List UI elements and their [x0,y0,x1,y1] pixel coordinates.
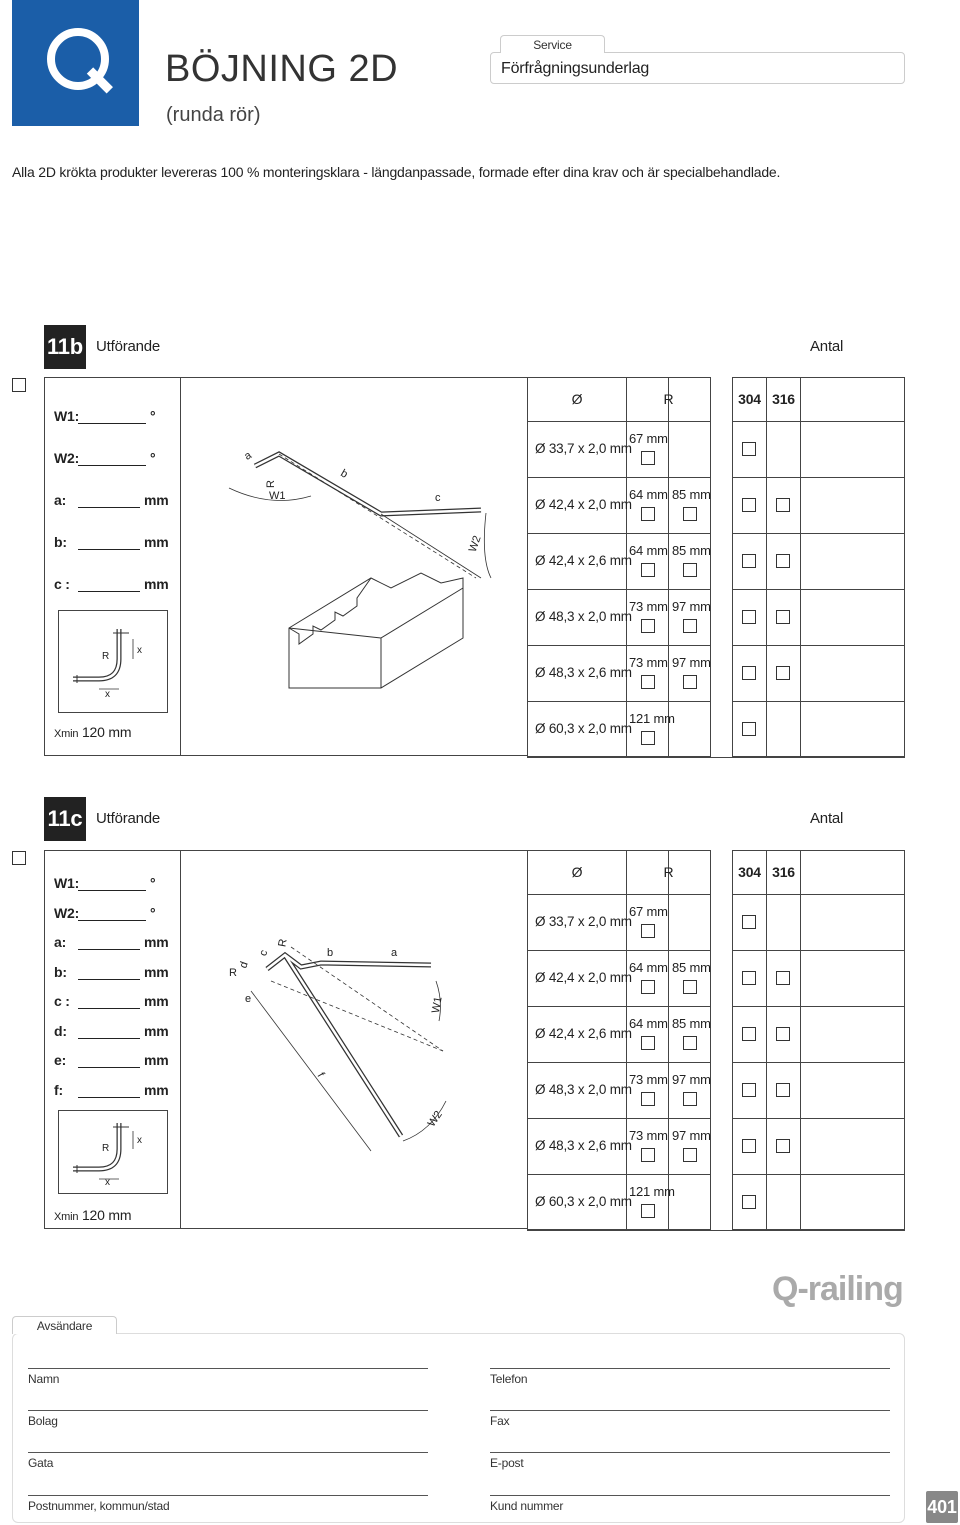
sender-field-label: Telefon [490,1372,528,1386]
grade-304-checkbox[interactable] [742,722,756,736]
field-input[interactable] [78,1084,140,1098]
grade-316-checkbox[interactable] [776,1139,790,1153]
xmin-11c: Xmin 120 mm [54,1207,132,1223]
sender-input-line[interactable] [28,1495,428,1496]
grade-304-checkbox[interactable] [742,1139,756,1153]
field-input[interactable] [78,452,146,466]
field-row: W1: ° [54,875,156,891]
field-input[interactable] [78,578,140,592]
dimension-cell: Ø 48,3 x 2,0 mm [535,609,632,624]
radius-checkbox-2[interactable] [683,675,697,689]
radius-option-1: 64 mm [629,1016,668,1031]
sender-field-label: Postnummer, kommun/stad [28,1499,170,1513]
dimension-cell: Ø 60,3 x 2,0 mm [535,721,632,736]
bend-drawing-11c: R d c R b a e f W1 W2 [180,850,528,1229]
radius-option-1: 121 mm [629,711,675,726]
dimension-cell: Ø 33,7 x 2,0 mm [535,441,632,456]
field-input[interactable] [78,966,140,980]
radius-option-1: 73 mm [629,1128,668,1143]
sender-input-line[interactable] [490,1368,890,1369]
section-label-11b: Utförande [96,338,161,355]
grade-304-checkbox[interactable] [742,1083,756,1097]
grade-316-checkbox[interactable] [776,1083,790,1097]
radius-checkbox-1[interactable] [641,731,655,745]
field-input[interactable] [78,877,146,891]
sender-field-label: Fax [490,1414,510,1428]
sender-input-line[interactable] [490,1495,890,1496]
fields-panel-11c [44,850,181,1229]
grade-304-checkbox[interactable] [742,554,756,568]
service-field-value: Förfrågningsunderlag [501,60,650,77]
field-row: c : mm [54,993,169,1009]
radius-checkbox-2[interactable] [683,619,697,633]
radius-option-1: 73 mm [629,655,668,670]
grade-304-checkbox[interactable] [742,1027,756,1041]
radius-checkbox-1[interactable] [641,1204,655,1218]
dimension-cell: Ø 42,4 x 2,6 mm [535,553,632,568]
field-row: a: mm [54,934,169,950]
dimension-cell: Ø 42,4 x 2,6 mm [535,1026,632,1041]
radius-option-2: 85 mm [672,960,711,975]
header-radius: R [663,391,674,407]
header-304: 304 [738,864,761,880]
sender-input-line[interactable] [490,1452,890,1453]
q-logo-block [12,0,139,126]
sender-field-label: Gata [28,1456,54,1470]
field-row: W2: ° [54,904,156,921]
header-diameter: Ø [571,864,583,880]
section-label-11c: Utförande [96,810,161,827]
radius-option-2: 85 mm [672,1016,711,1031]
q-railing-logo: Q-railing [772,1270,903,1308]
radius-checkbox-1[interactable] [641,1036,655,1050]
radius-checkbox-1[interactable] [641,675,655,689]
radius-option-2: 85 mm [672,487,711,502]
sender-field-label: Namn [28,1372,60,1386]
section-checkbox-11b[interactable] [12,378,26,392]
grade-304-checkbox[interactable] [742,666,756,680]
field-row: b: mm [54,963,169,980]
pipe-bend-diagram-11b: R x x [58,610,168,713]
sender-input-line[interactable] [28,1368,428,1369]
field-input[interactable] [78,536,140,550]
header-316: 316 [772,864,795,880]
grade-304-checkbox[interactable] [742,610,756,624]
field-row: e: mm [54,1052,169,1068]
bend-drawing-11b: a R b c W1 W2 [180,377,528,756]
page-subtitle: (runda rör) [166,104,261,126]
antal-label-11b: Antal [810,338,844,355]
radius-checkbox-2[interactable] [683,1036,697,1050]
dimension-cell: Ø 48,3 x 2,6 mm [535,1138,632,1153]
field-row: f: mm [54,1081,169,1098]
dimension-cell: Ø 48,3 x 2,6 mm [535,665,632,680]
radius-option-2: 97 mm [672,655,711,670]
radius-checkbox-2[interactable] [683,1092,697,1106]
field-input[interactable] [78,494,140,508]
radius-option-1: 67 mm [629,904,668,919]
radius-checkbox-2[interactable] [683,507,697,521]
grade-304-checkbox[interactable] [742,971,756,985]
radius-checkbox-1[interactable] [641,1092,655,1106]
grade-316-checkbox[interactable] [776,971,790,985]
service-field[interactable] [490,52,905,84]
sender-input-line[interactable] [28,1410,428,1411]
header-diameter: Ø [571,391,583,407]
dimension-cell: Ø 60,3 x 2,0 mm [535,1194,632,1209]
dimension-cell: Ø 42,4 x 2,0 mm [535,970,632,985]
intro-text: Alla 2D krökta produkter levereras 100 % monteringsklara - längdanpassade, formade efter dina krav och är specialbehandlade. [12,164,781,180]
grade-316-checkbox[interactable] [776,666,790,680]
radius-option-2: 97 mm [672,1128,711,1143]
field-input[interactable] [78,1054,140,1068]
dimension-cell: Ø 33,7 x 2,0 mm [535,914,632,929]
field-row: c : mm [54,576,169,592]
dimension-cell: Ø 42,4 x 2,0 mm [535,497,632,512]
radius-option-2: 97 mm [672,599,711,614]
pipe-bend-diagram-11c: R x x [58,1110,168,1194]
grade-304-checkbox[interactable] [742,498,756,512]
field-input[interactable] [78,410,146,424]
section-checkbox-11c[interactable] [12,851,26,865]
radius-option-1: 67 mm [629,431,668,446]
fields-panel-11b [44,377,181,756]
field-input[interactable] [78,907,146,921]
radius-option-1: 64 mm [629,543,668,558]
radius-checkbox-1[interactable] [641,563,655,577]
grade-316-checkbox[interactable] [776,610,790,624]
page-title: BÖJNING 2D [165,48,399,90]
field-row: W2: ° [54,450,156,466]
header-radius: R [663,864,674,880]
page-number: 401 [926,1491,958,1523]
grade-304-checkbox[interactable] [742,442,756,456]
antal-label-11c: Antal [810,810,844,827]
radius-option-2: 97 mm [672,1072,711,1087]
sender-tab: Avsändare [12,1316,117,1334]
grade-316-checkbox[interactable] [776,1027,790,1041]
xmin-11b: Xmin 120 mm [54,724,132,740]
radius-checkbox-2[interactable] [683,980,697,994]
field-row: a: mm [54,492,169,508]
radius-checkbox-1[interactable] [641,1148,655,1162]
grade-316-checkbox[interactable] [776,554,790,568]
radius-option-2: 85 mm [672,543,711,558]
radius-checkbox-2[interactable] [683,563,697,577]
antal-column [800,377,905,757]
sender-field-label: Bolag [28,1414,58,1428]
sender-input-line[interactable] [490,1410,890,1411]
radius-checkbox-1[interactable] [641,924,655,938]
field-row: d: mm [54,1022,169,1039]
grade-304-checkbox[interactable] [742,1195,756,1209]
sender-field-label: Kund nummer [490,1499,564,1513]
service-tab: Service [500,35,605,53]
antal-column [800,850,905,1230]
radius-checkbox-2[interactable] [683,1148,697,1162]
field-input[interactable] [78,1025,140,1039]
field-input[interactable] [78,995,140,1009]
field-row: W1: ° [54,408,156,424]
sender-field-label: E-post [490,1456,524,1470]
section-badge-11b: 11b [44,325,86,369]
grade-304-checkbox[interactable] [742,915,756,929]
radius-checkbox-1[interactable] [641,451,655,465]
radius-checkbox-1[interactable] [641,507,655,521]
sender-input-line[interactable] [28,1452,428,1453]
field-input[interactable] [78,936,140,950]
header-316: 316 [772,391,795,407]
field-row: b: mm [54,534,169,550]
radius-checkbox-1[interactable] [641,980,655,994]
grade-316-checkbox[interactable] [776,498,790,512]
header-304: 304 [738,391,761,407]
radius-option-1: 64 mm [629,487,668,502]
radius-option-1: 64 mm [629,960,668,975]
dimension-cell: Ø 48,3 x 2,0 mm [535,1082,632,1097]
radius-option-1: 73 mm [629,599,668,614]
radius-option-1: 73 mm [629,1072,668,1087]
radius-option-1: 121 mm [629,1184,675,1199]
section-badge-11c: 11c [44,797,86,841]
radius-checkbox-1[interactable] [641,619,655,633]
